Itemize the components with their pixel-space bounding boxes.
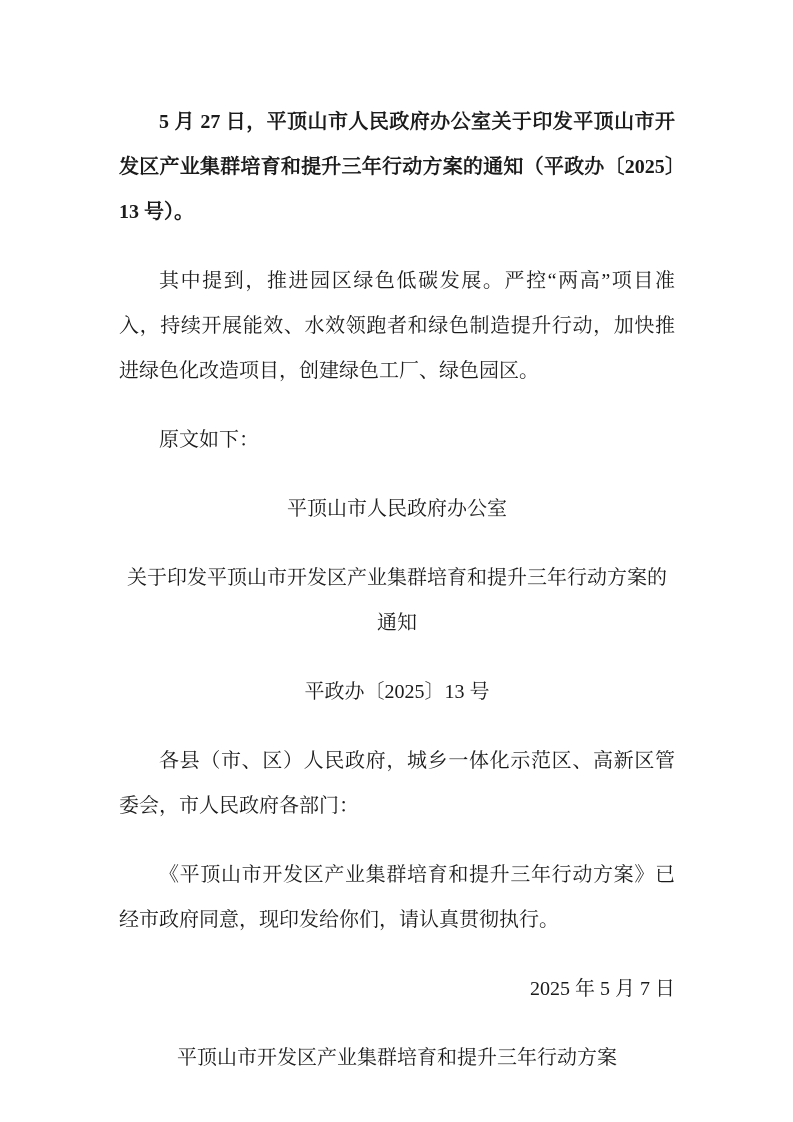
addressees-paragraph: 各县（市、区）人民政府，城乡一体化示范区、高新区管委会，市人民政府各部门： bbox=[119, 750, 675, 817]
issuing-office-heading: 平顶山市人民政府办公室 bbox=[287, 498, 507, 520]
green-development-paragraph: 其中提到，推进园区绿色低碳发展。严控“两高”项目准入，持续开展能效、水效领跑者和绿色制造提升行动，加快推进绿色化改造项目，创建绿色工厂、绿色园区。 bbox=[119, 270, 675, 382]
action-plan-title: 平顶山市开发区产业集群培育和提升三年行动方案 bbox=[177, 1047, 617, 1069]
document-number-line: 平政办〔2025〕13 号 bbox=[304, 681, 490, 703]
approval-paragraph: 《平顶山市开发区产业集群培育和提升三年行动方案》已经市政府同意，现印发给你们，请认真贯彻执行。 bbox=[119, 864, 675, 931]
date-line: 2025 年 5 月 7 日 bbox=[530, 978, 675, 1000]
original-text-label: 原文如下： bbox=[159, 429, 259, 451]
news-summary-paragraph: 5 月 27 日，平顶山市人民政府办公室关于印发平顶山市开发区产业集群培育和提升三年行动方案的通知（平政办〔2025〕13 号）。 bbox=[119, 111, 675, 223]
notice-title-heading: 关于印发平顶山市开发区产业集群培育和提升三年行动方案的通知 bbox=[127, 567, 667, 634]
